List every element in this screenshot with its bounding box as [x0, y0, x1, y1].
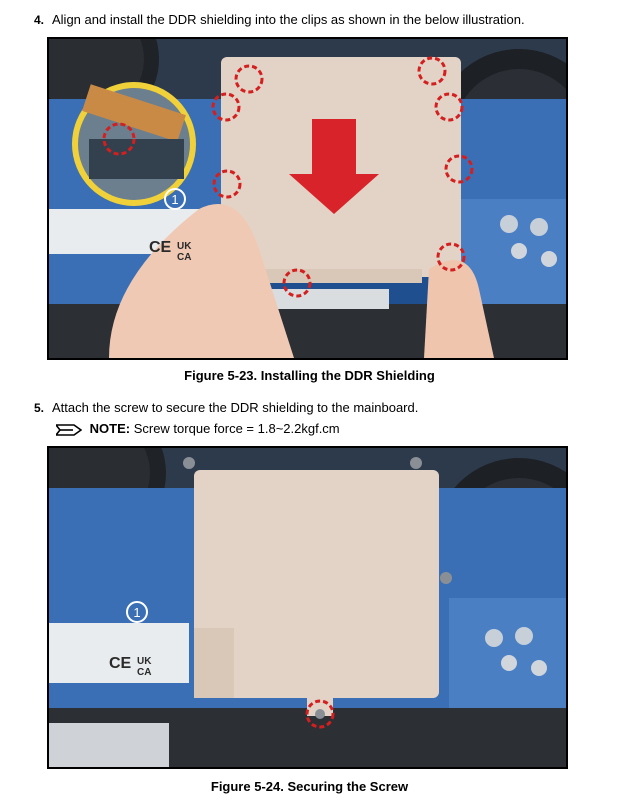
callout-number-label: 1 [171, 192, 179, 207]
step-number: 5. [34, 401, 45, 415]
ukca-top-label: UK [137, 656, 152, 667]
note-label: NOTE: [89, 421, 131, 436]
step-text: Align and install the DDR shielding into the clips as shown in the below illustration. [52, 12, 525, 27]
note-line [56, 421, 340, 436]
ukca-bottom-label: CA [137, 667, 152, 678]
ukca-bottom-label: CA [177, 252, 192, 263]
pencil-note-icon [56, 424, 82, 436]
installing-shielding-photo [49, 39, 566, 358]
callout-number-label: 1 [133, 605, 141, 620]
figure-5-24-image [47, 446, 568, 769]
step-number: 4. [34, 13, 45, 27]
step-text: Attach the screw to secure the DDR shielding to the mainboard. [52, 400, 419, 415]
figure-caption: Figure 5-24. Securing the Screw [210, 779, 409, 794]
figure-caption: Figure 5-23. Installing the DDR Shielding [184, 368, 435, 383]
ce-mark-label: CE [109, 655, 132, 672]
ukca-top-label: UK [177, 241, 192, 252]
ce-mark-label: CE [149, 239, 172, 256]
figure-5-23-image [47, 37, 568, 360]
note-text: Screw torque force = 1.8~2.2kgf.cm [133, 421, 340, 436]
securing-screw-photo [49, 448, 566, 767]
